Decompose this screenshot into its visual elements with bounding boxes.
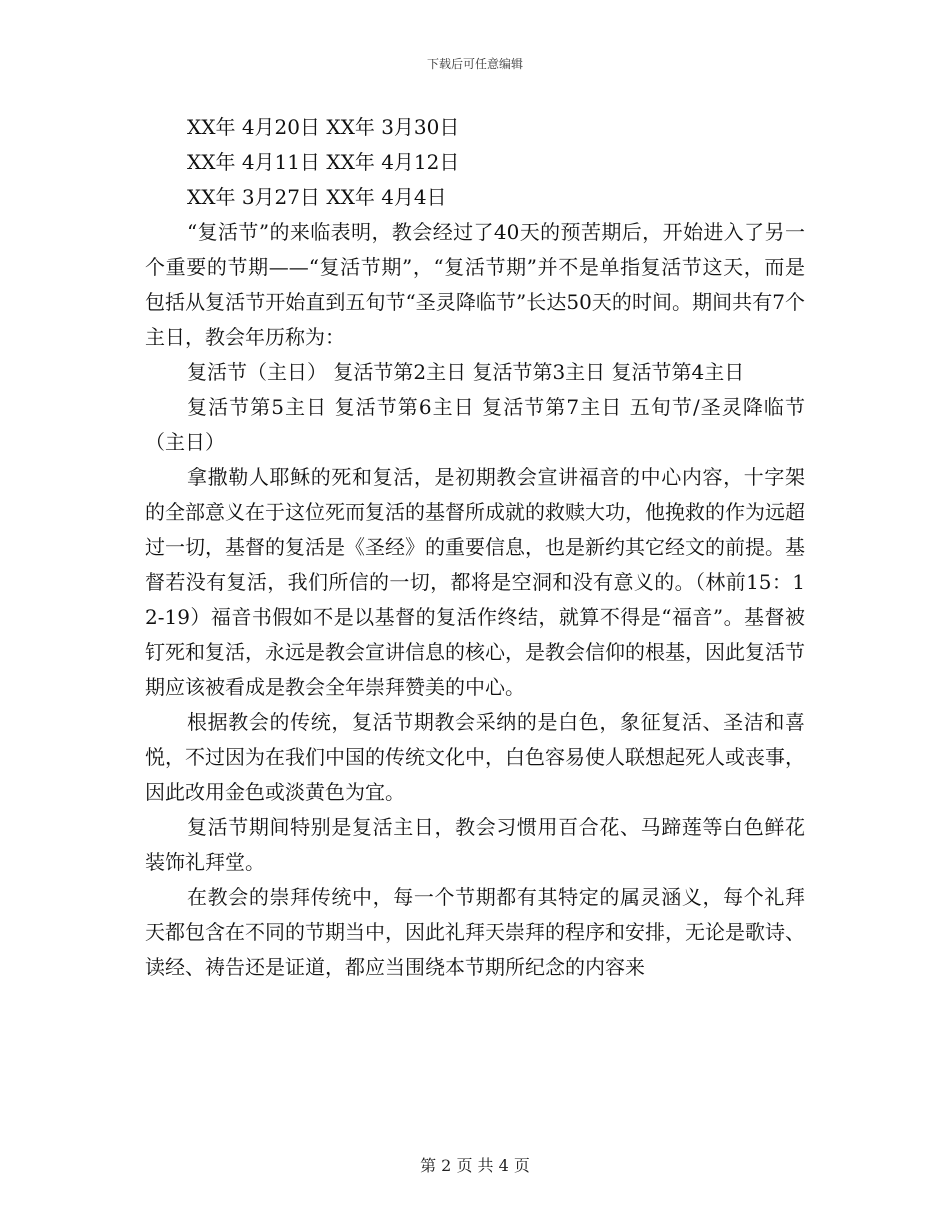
sunday-list-1: 复活节（主日） 复活节第2主日 复活节第3主日 复活节第4主日: [187, 360, 745, 384]
document-body: [145, 110, 805, 985]
date-line-3: XX年 3月27日 XX年 4月4日: [187, 185, 447, 209]
page-footer: 第 2 页 共 4 页: [420, 1156, 530, 1175]
date-line-1: XX年 4月20日 XX年 3月30日: [187, 115, 460, 139]
paragraph-easter-season: “复活节”的来临表明，教会经过了40天的预苦期后，开始进入了另一个重要的节期——“复活节期”，“复活节期”并不是单指复活节这天，而是包括从复活节开始直到五旬节“圣灵降临节”长达50天的时间。期间共有7个主日，教会年历称为：: [145, 220, 805, 349]
date-line-2: XX年 4月11日 XX年 4月12日: [187, 150, 460, 174]
page-header: 下载后可任意编辑: [426, 57, 523, 71]
paragraph-resurrection: 拿撒勒人耶稣的死和复活，是初期教会宣讲福音的中心内容，十字架的全部意义在于这位死而复活的基督所成就的救赎大功，他挽救的作为远超过一切，基督的复活是《圣经》的重要信息，也是新约其它经文的前提。基督若没有复活，我们所信的一切，都将是空洞和没有意义的。（林前15：12-19）福音书假如不是以基督的复活作终结，就算不得是“福音”。基督被钉死和复活，永远是教会宣讲信息的核心，是教会信仰的根基，因此复活节期应该被看成是教会全年崇拜赞美的中心。: [145, 465, 805, 699]
paragraph-flowers: 复活节期间特别是复活主日，教会习惯用百合花、马蹄莲等白色鲜花装饰礼拜堂。: [145, 815, 805, 874]
sunday-list-2: 复活节第5主日 复活节第6主日 复活节第7主日 五旬节/圣灵降临节（主日）: [145, 395, 805, 454]
paragraph-worship-tradition: 在教会的崇拜传统中，每一个节期都有其特定的属灵涵义，每个礼拜天都包含在不同的节期当中，因此礼拜天崇拜的程序和安排，无论是歌诗、读经、祷告还是证道，都应当围绕本节期所纪念的内容来: [145, 885, 805, 979]
paragraph-liturgical-color: 根据教会的传统，复活节期教会采纳的是白色，象征复活、圣洁和喜悦，不过因为在我们中国的传统文化中，白色容易使人联想起死人或丧事，因此改用金色或淡黄色为宜。: [145, 710, 805, 804]
